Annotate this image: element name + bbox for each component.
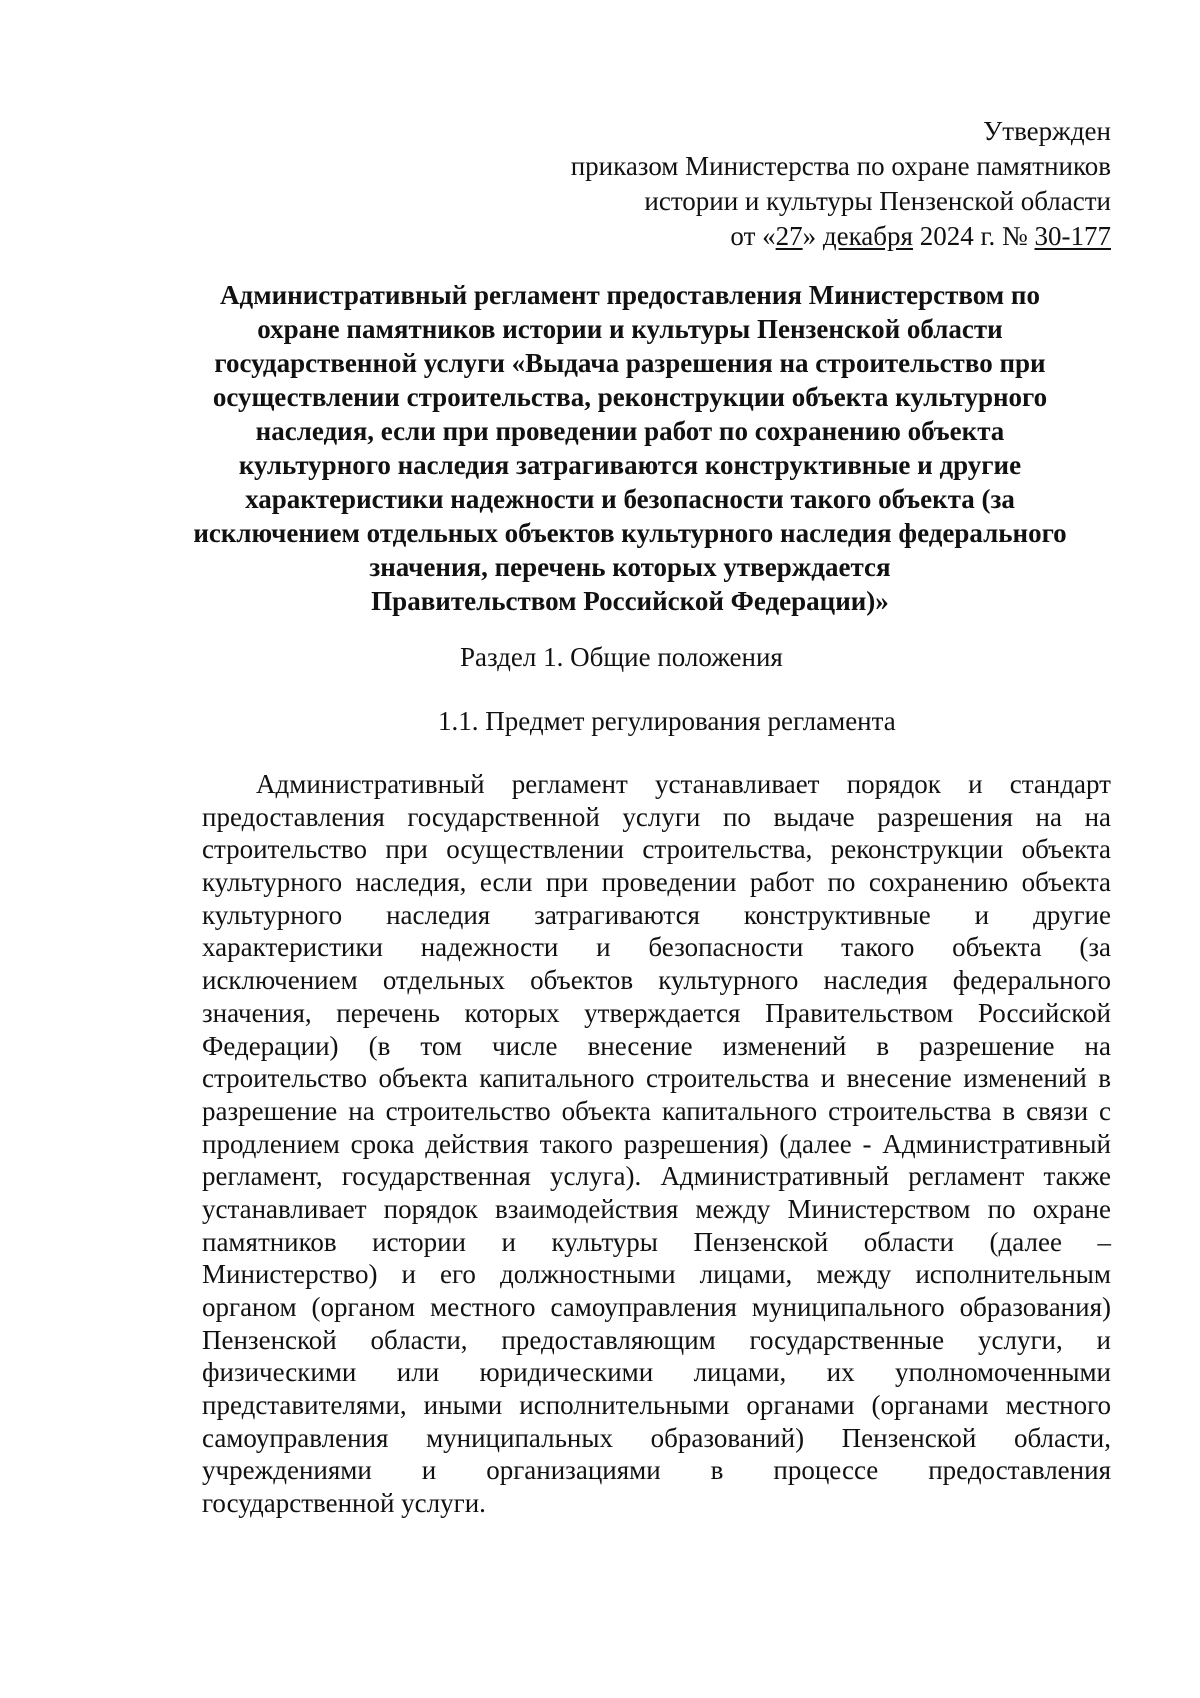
paragraph-line: регламент, государственная услуга). Административный регламент также bbox=[202, 1161, 1111, 1192]
date-day: 27 bbox=[775, 221, 803, 251]
approval-ministry-line: истории и культуры Пензенской области bbox=[644, 186, 1111, 216]
title-line: культурного наследия затрагиваются конструктивные и другие bbox=[238, 450, 1022, 480]
title-line: Административный регламент предоставления Министерством по bbox=[220, 280, 1040, 310]
paragraph-line: строительство при осуществлении строительства, реконструкции объекта bbox=[202, 834, 1111, 865]
title-line: Правительством Российской Федерации)» bbox=[371, 586, 889, 616]
paragraph-line: органом (органом местного самоуправления муниципального образования) bbox=[202, 1292, 1111, 1322]
section-heading: Раздел 1. Общие положения bbox=[460, 642, 783, 672]
paragraph-line: физическими или юридическими лицами, их уполномоченными bbox=[202, 1357, 1111, 1388]
paragraph-line: Административный регламент устанавливает порядок и стандарт bbox=[256, 769, 1111, 799]
date-month: декабря bbox=[822, 221, 913, 251]
date-year: 2024 г. № bbox=[912, 221, 1035, 251]
paragraph-line: значения, перечень которых утверждается Правительством Российской bbox=[202, 997, 1111, 1028]
title-line: значения, перечень которых утверждается bbox=[369, 552, 891, 582]
paragraph-line: представителями, иными исполнительными органами (органами местного bbox=[202, 1390, 1111, 1421]
paragraph-line: строительство объекта капитального строительства и внесение изменений в bbox=[202, 1063, 1111, 1094]
paragraph-line: памятников истории и культуры Пензенской области (далее – bbox=[202, 1226, 1111, 1257]
approval-heading: Утвержден bbox=[983, 116, 1111, 146]
paragraph-line: Пензенской области, предоставляющим государственные услуги, и bbox=[202, 1324, 1111, 1355]
title-line: осуществлении строительства, реконструкции объекта культурного bbox=[212, 382, 1048, 412]
approval-date-line bbox=[411, 219, 1111, 254]
approval-block bbox=[411, 114, 1111, 254]
document-title bbox=[160, 278, 1100, 618]
paragraph-line: Министерство) и его должностными лицами, между исполнительным bbox=[202, 1259, 1111, 1290]
paragraph-line: характеристики надежности и безопасности такого объекта (за bbox=[202, 932, 1111, 963]
paragraph-line: разрешение на строительство объекта капитального строительства в связи с bbox=[202, 1095, 1111, 1126]
body-paragraph bbox=[202, 768, 1111, 1520]
title-line: наследия, если при проведении работ по сохранению объекта bbox=[255, 416, 1005, 446]
subsection-heading: 1.1. Предмет регулирования регламента bbox=[438, 706, 896, 736]
paragraph-line: учреждениями и организациями в процессе предоставления bbox=[202, 1455, 1111, 1486]
paragraph-line: исключением отдельных объектов культурного наследия федерального bbox=[202, 965, 1111, 996]
paragraph-line: Федерации) (в том числе внесение изменений в разрешение на bbox=[202, 1030, 1111, 1061]
paragraph-line: культурного наследия, если при проведении работ по сохранению объекта bbox=[202, 867, 1111, 898]
date-prefix: от « bbox=[730, 221, 776, 251]
paragraph-line: культурного наследия затрагиваются конструктивные и другие bbox=[202, 899, 1111, 930]
title-line: государственной услуги «Выдача разрешения на строительство при bbox=[214, 348, 1046, 378]
paragraph-line: самоуправления муниципальных образований) Пензенской области, bbox=[202, 1422, 1111, 1453]
paragraph-line: предоставления государственной услуги по выдаче разрешения на на bbox=[202, 801, 1111, 832]
paragraph-line: государственной услуги. bbox=[202, 1488, 486, 1519]
paragraph-line: устанавливает порядок взаимодействия между Министерством по охране bbox=[202, 1193, 1111, 1224]
order-number: 30-177 bbox=[1034, 221, 1111, 251]
approval-order-line: приказом Министерства по охране памятников bbox=[570, 151, 1111, 181]
date-mid: » bbox=[802, 221, 823, 251]
title-line: охране памятников истории и культуры Пензенской области bbox=[257, 314, 1003, 344]
title-line: исключением отдельных объектов культурного наследия федерального bbox=[193, 518, 1067, 548]
title-line: характеристики надежности и безопасности такого объекта (за bbox=[245, 484, 1015, 514]
paragraph-line: продлением срока действия такого разрешения) (далее - Административный bbox=[202, 1128, 1111, 1159]
